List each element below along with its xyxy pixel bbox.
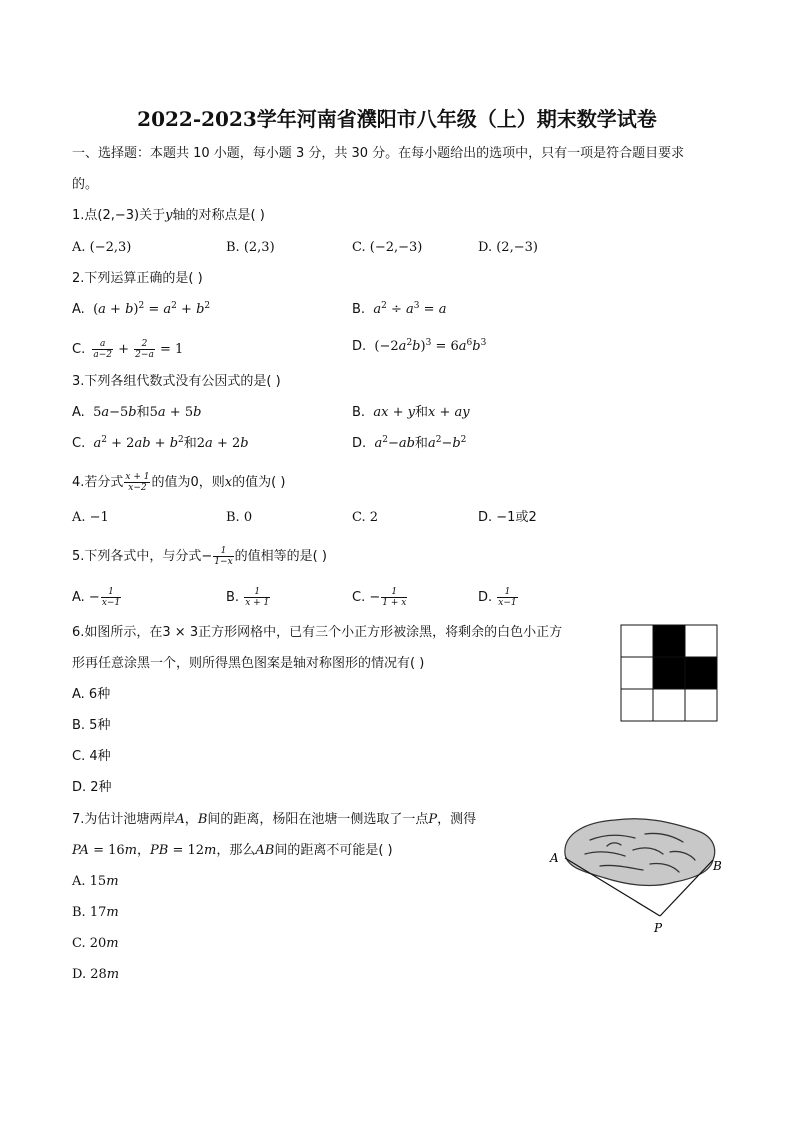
q2-a-label: A. (72, 302, 85, 317)
grid-cell-1-2 (685, 657, 717, 689)
q4-stem-mid: 的值为0，则 (151, 475, 225, 490)
q6-option-d: D. 2种 (72, 780, 112, 795)
grid-cell-0-1 (653, 625, 685, 657)
question-7-line1: 7.为估计池塘两岸A，B间的距离，杨阳在池塘一侧选取了一点P，测得 (72, 812, 477, 827)
q5-stem-pre: 5.下列各式中，与分式− (72, 549, 213, 564)
q2-option-a: A. $(a + b)^2 = a^2 + b^2$ (72, 301, 211, 317)
q4-option-c: C. 2 (352, 510, 379, 525)
q6-option-c: C. 4种 (72, 749, 111, 764)
grid-cell-0-2 (685, 625, 717, 657)
q1-option-b: B. (2,3) (226, 240, 275, 255)
q3-d-label: D. (352, 436, 367, 451)
q2-option-d: D. $(-2a^2b)^3 = 6a^6b^3$ (352, 338, 487, 354)
q1-stem-post: 轴的对称点是( ) (172, 208, 265, 223)
q5-option-d: D. $\frac{1}{x-1}$ (478, 587, 517, 608)
q5-stem-post: 的值相等的是( ) (234, 549, 327, 564)
q5-option-c: C. − $\frac{1}{1 + x}$ (352, 587, 407, 608)
q3-option-d: D. $a^2-ab$和$a^2-b^2$ (352, 435, 467, 451)
question-3-stem: 3.下列各组代数式没有公因式的是( ) (72, 374, 281, 389)
q2-d-label: D. (352, 339, 367, 354)
grid-cell-2-0 (621, 689, 653, 721)
q5-option-a: A. − $\frac{1}{x-1}$ (72, 587, 121, 608)
q6-grid-figure (620, 624, 720, 724)
q7-pond-figure (545, 812, 730, 937)
q1-stem-pre: 1.点(2,−3)关于 (72, 208, 166, 223)
q3-option-b: B. ax + y和x + ay (352, 405, 470, 420)
question-2-stem: 2.下列运算正确的是( ) (72, 271, 203, 286)
q4-option-a: A. −1 (72, 510, 109, 525)
q4-stem-var: x (224, 475, 233, 490)
q4-option-d: D. −1或2 (478, 510, 537, 525)
point-p-label: P (654, 921, 663, 935)
q7-option-a: A. 15m (72, 874, 119, 889)
q3-option-a: A. 5a−5b和5a + 5b (72, 405, 202, 420)
page-title: 2022-2023学年河南省濮阳市八年级（上）期末数学试卷 (137, 107, 657, 131)
q6-option-b: B. 5种 (72, 718, 111, 733)
q2-b-label: B. (352, 302, 366, 317)
grid-cell-0-0 (621, 625, 653, 657)
q2-option-c: C. $\frac{a}{a-2}$ + $\frac{2}{2-a}$ = 1 (72, 339, 184, 360)
grid-cell-2-2 (685, 689, 717, 721)
section-instructions-line2: 的。 (72, 177, 99, 192)
question-6-line2: 形再任意涂黑一个，则所得黑色图案是轴对称图形的情况有( ) (72, 656, 425, 671)
q6-option-a: A. 6种 (72, 687, 111, 702)
q4-stem-pre: 4.若分式 (72, 475, 124, 490)
question-1-stem (72, 208, 265, 224)
q2-c-label: C. (72, 342, 86, 357)
pond-shape (565, 819, 715, 886)
q7-option-b: B. 17m (72, 905, 119, 920)
q7-option-c: C. 20m (72, 936, 119, 951)
q1-stem-var: y (165, 208, 173, 223)
q5-option-b: B. $\frac{1}{x + 1}$ (226, 587, 270, 608)
q3-a-label: A. (72, 405, 85, 420)
q1-option-a: A. (−2,3) (72, 240, 132, 255)
question-5-stem: 5.下列各式中，与分式− $\frac{1}{1-x}$ 的值相等的是( ) (72, 546, 327, 567)
q1-option-d: D. (2,−3) (478, 240, 538, 255)
q3-option-c: C. $a^2 + 2ab + b^2$和2a + 2b (72, 435, 249, 451)
q7-option-d: D. 28m (72, 967, 120, 982)
question-4-stem: 4.若分式 $\frac{x + 1}{x-2}$ 的值为0，则x的值为( ) (72, 472, 286, 493)
q1-option-c: C. (−2,−3) (352, 240, 423, 255)
grid-cell-1-0 (621, 657, 653, 689)
point-b-label: B (713, 859, 722, 873)
q4-stem-post: 的值为( ) (232, 475, 286, 490)
point-a-label: A (550, 851, 559, 865)
q4-option-b: B. 0 (226, 510, 253, 525)
question-6-line1: 6.如图所示，在3 × 3正方形网格中，已有三个小正方形被涂黑，将剩余的白色小正方 (72, 625, 563, 640)
section-instructions-line1: 一、选择题：本题共 10 小题，每小题 3 分，共 30 分。在每小题给出的选项中，只有一项是符合题目要求 (72, 146, 685, 161)
q3-b-label: B. (352, 405, 366, 420)
grid-cell-2-1 (653, 689, 685, 721)
question-7-line2: PA = 16m，PB = 12m，那么AB间的距离不可能是( ) (72, 843, 393, 858)
q2-option-b: B. $a^2 \div a^3 = a$ (352, 301, 447, 317)
grid-cell-1-1 (653, 657, 685, 689)
q3-c-label: C. (72, 436, 86, 451)
